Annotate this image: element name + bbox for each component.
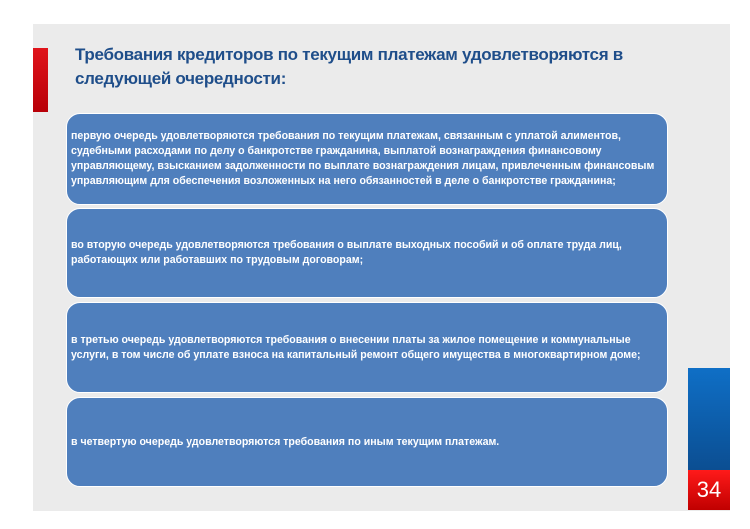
list-item-text: в четвертую очередь удовлетворяются требования по иным текущим платежам.	[71, 435, 500, 448]
slide-title: Требования кредиторов по текущим платежам удовлетворяются в следующей очередности:	[75, 45, 623, 88]
list-item	[66, 208, 668, 298]
accent-bar	[33, 48, 48, 112]
list-item-text: во вторую очередь удовлетворяются требования о выплате выходных пособий и об оплате труда лиц, работающих или работавших по трудовым договорам;	[71, 239, 622, 266]
list-item	[66, 397, 668, 487]
list-item-text: первую очередь удовлетворяются требования по текущим платежам, связанным с уплатой алиментов, судебными расходами по делу о банкротстве гражданина, выплатой вознаграждения финансовому управляющему, взысканием задолженности по выплате вознаграждения лицам, привлеченным финансовым управляющим для обеспечения возложенных на него обязанностей в деле о банкротстве гражданина;	[71, 130, 655, 187]
list-item	[66, 113, 668, 205]
list-item-text: в третью очередь удовлетворяются требования о внесении платы за жилое помещение и коммунальные услуги, в том числе об уплате взноса на капитальный ремонт общего имущества в многоквартирном доме;	[71, 333, 641, 361]
page-number: 34	[688, 470, 730, 510]
list-item	[66, 302, 668, 393]
decorative-bar	[688, 368, 730, 470]
